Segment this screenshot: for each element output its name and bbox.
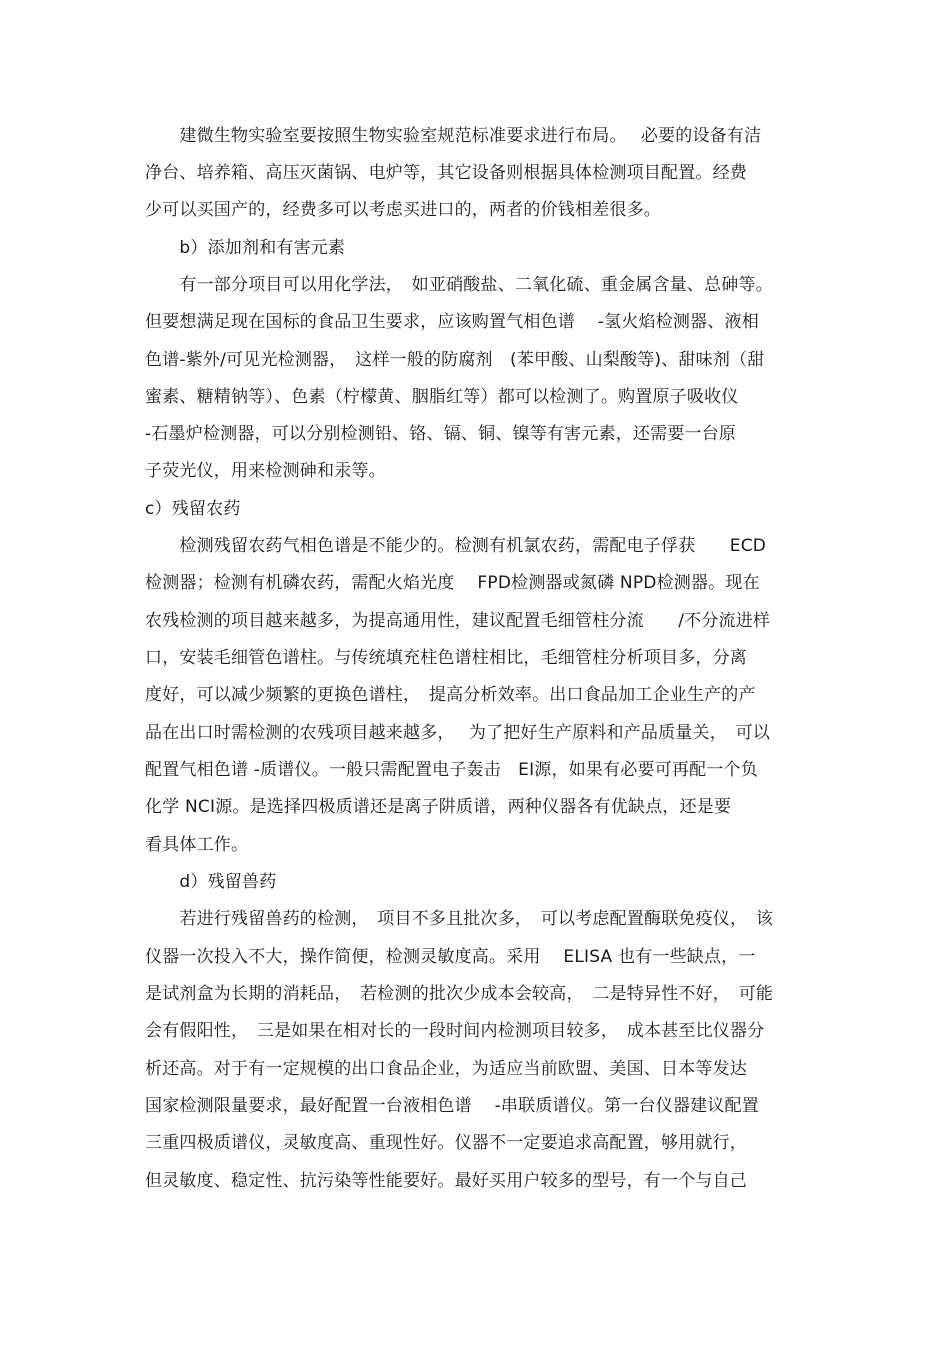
text-line: 析还高。对于有一定规模的出口食品企业，为适应当前欧盟、美国、日本等发达 — [145, 1059, 747, 1079]
text-line: 但灵敏度、稳定性、抗污染等性能要好。最好买用户较多的型号，有一个与自己 — [145, 1171, 747, 1191]
text-line: 看具体工作。 — [145, 835, 249, 855]
text-line: 但要想满足现在国标的食品卫生要求，应该购置气相色谱 -氢火焰检测器、液相 — [145, 312, 759, 332]
text-line: 三重四极质谱仪，灵敏度高、重现性好。仪器不一定要追求高配置，够用就行， — [145, 1133, 747, 1153]
text-line: 配置气相色谱 -质谱仪。一般只需配置电子轰击 EI源，如果有必要可再配一个负 — [145, 760, 758, 780]
text-line: 检测器；检测有机磷农药，需配火焰光度 FPD检测器或氮磷 NPD检测器。现在 — [145, 573, 760, 593]
text-line: 品在出口时需检测的农残项目越来越多， 为了把好生产原料和产品质量关， 可以 — [145, 723, 771, 743]
text-line: 口，安装毛细管色谱柱。与传统填充柱色谱柱相比，毛细管柱分析项目多，分离 — [145, 648, 747, 668]
text-line: 国家检测限量要求，最好配置一台液相色谱 -串联质谱仪。第一台仪器建议配置 — [145, 1096, 759, 1116]
text-line: -石墨炉检测器，可以分别检测铅、铬、镉、铜、镍等有害元素，还需要一台原 — [145, 424, 737, 444]
text-line: 少可以买国产的，经费多可以考虑买进口的，两者的价钱相差很多。 — [145, 200, 661, 220]
text-line: 蜜素、糖精钠等）、色素（柠檬黄、胭脂红等）都可以检测了。购置原子吸收仪 — [145, 387, 739, 407]
text-line: 度好，可以减少频繁的更换色谱柱， 提高分析效率。出口食品加工企业生产的产 — [145, 685, 756, 705]
text-line: 若进行残留兽药的检测， 项目不多且批次多， 可以考虑配置酶联免疫仪， 该 — [145, 909, 774, 929]
text-line: 检测残留农药气相色谱是不能少的。检测有机氯农药，需配电子俘获 ECD — [145, 536, 767, 556]
text-line: 农残检测的项目越来越多，为提高通用性，建议配置毛细管柱分流 /不分流进样 — [145, 611, 771, 631]
text-line: 化学 NCI源。是选择四极质谱还是离子阱质谱，两种仪器各有优缺点，还是要 — [145, 797, 732, 817]
section-heading-b: b）添加剂和有害元素 — [145, 238, 346, 258]
text-line: 是试剂盒为长期的消耗品， 若检测的批次少成本会较高， 二是特异性不好， 可能 — [145, 984, 774, 1004]
text-line: 有一部分项目可以用化学法， 如亚硝酸盐、二氧化硫、重金属含量、总砷等。 — [145, 275, 773, 295]
text-line: 仪器一次投入不大，操作简便，检测灵敏度高。采用 ELISA 也有一些缺点，一 — [145, 947, 756, 967]
text-line: 净台、培养箱、高压灭菌锅、电炉等，其它设备则根据具体检测项目配置。经费 — [145, 163, 747, 183]
text-line: 子荧光仪，用来检测砷和汞等。 — [145, 461, 386, 481]
text-line: 建微生物实验室要按照生物实验室规范标准要求进行布局。 必要的设备有洁 — [145, 126, 762, 146]
section-heading-c: c）残留农药 — [145, 499, 241, 519]
text-line: 色谱-紫外/可见光检测器， 这样一般的防腐剂 (苯甲酸、山梨酸等)、甜味剂（甜 — [145, 350, 765, 370]
section-heading-d: d）残留兽药 — [145, 872, 277, 892]
text-line: 会有假阳性， 三是如果在相对长的一段时间内检测项目较多， 成本甚至比仪器分 — [145, 1021, 765, 1041]
